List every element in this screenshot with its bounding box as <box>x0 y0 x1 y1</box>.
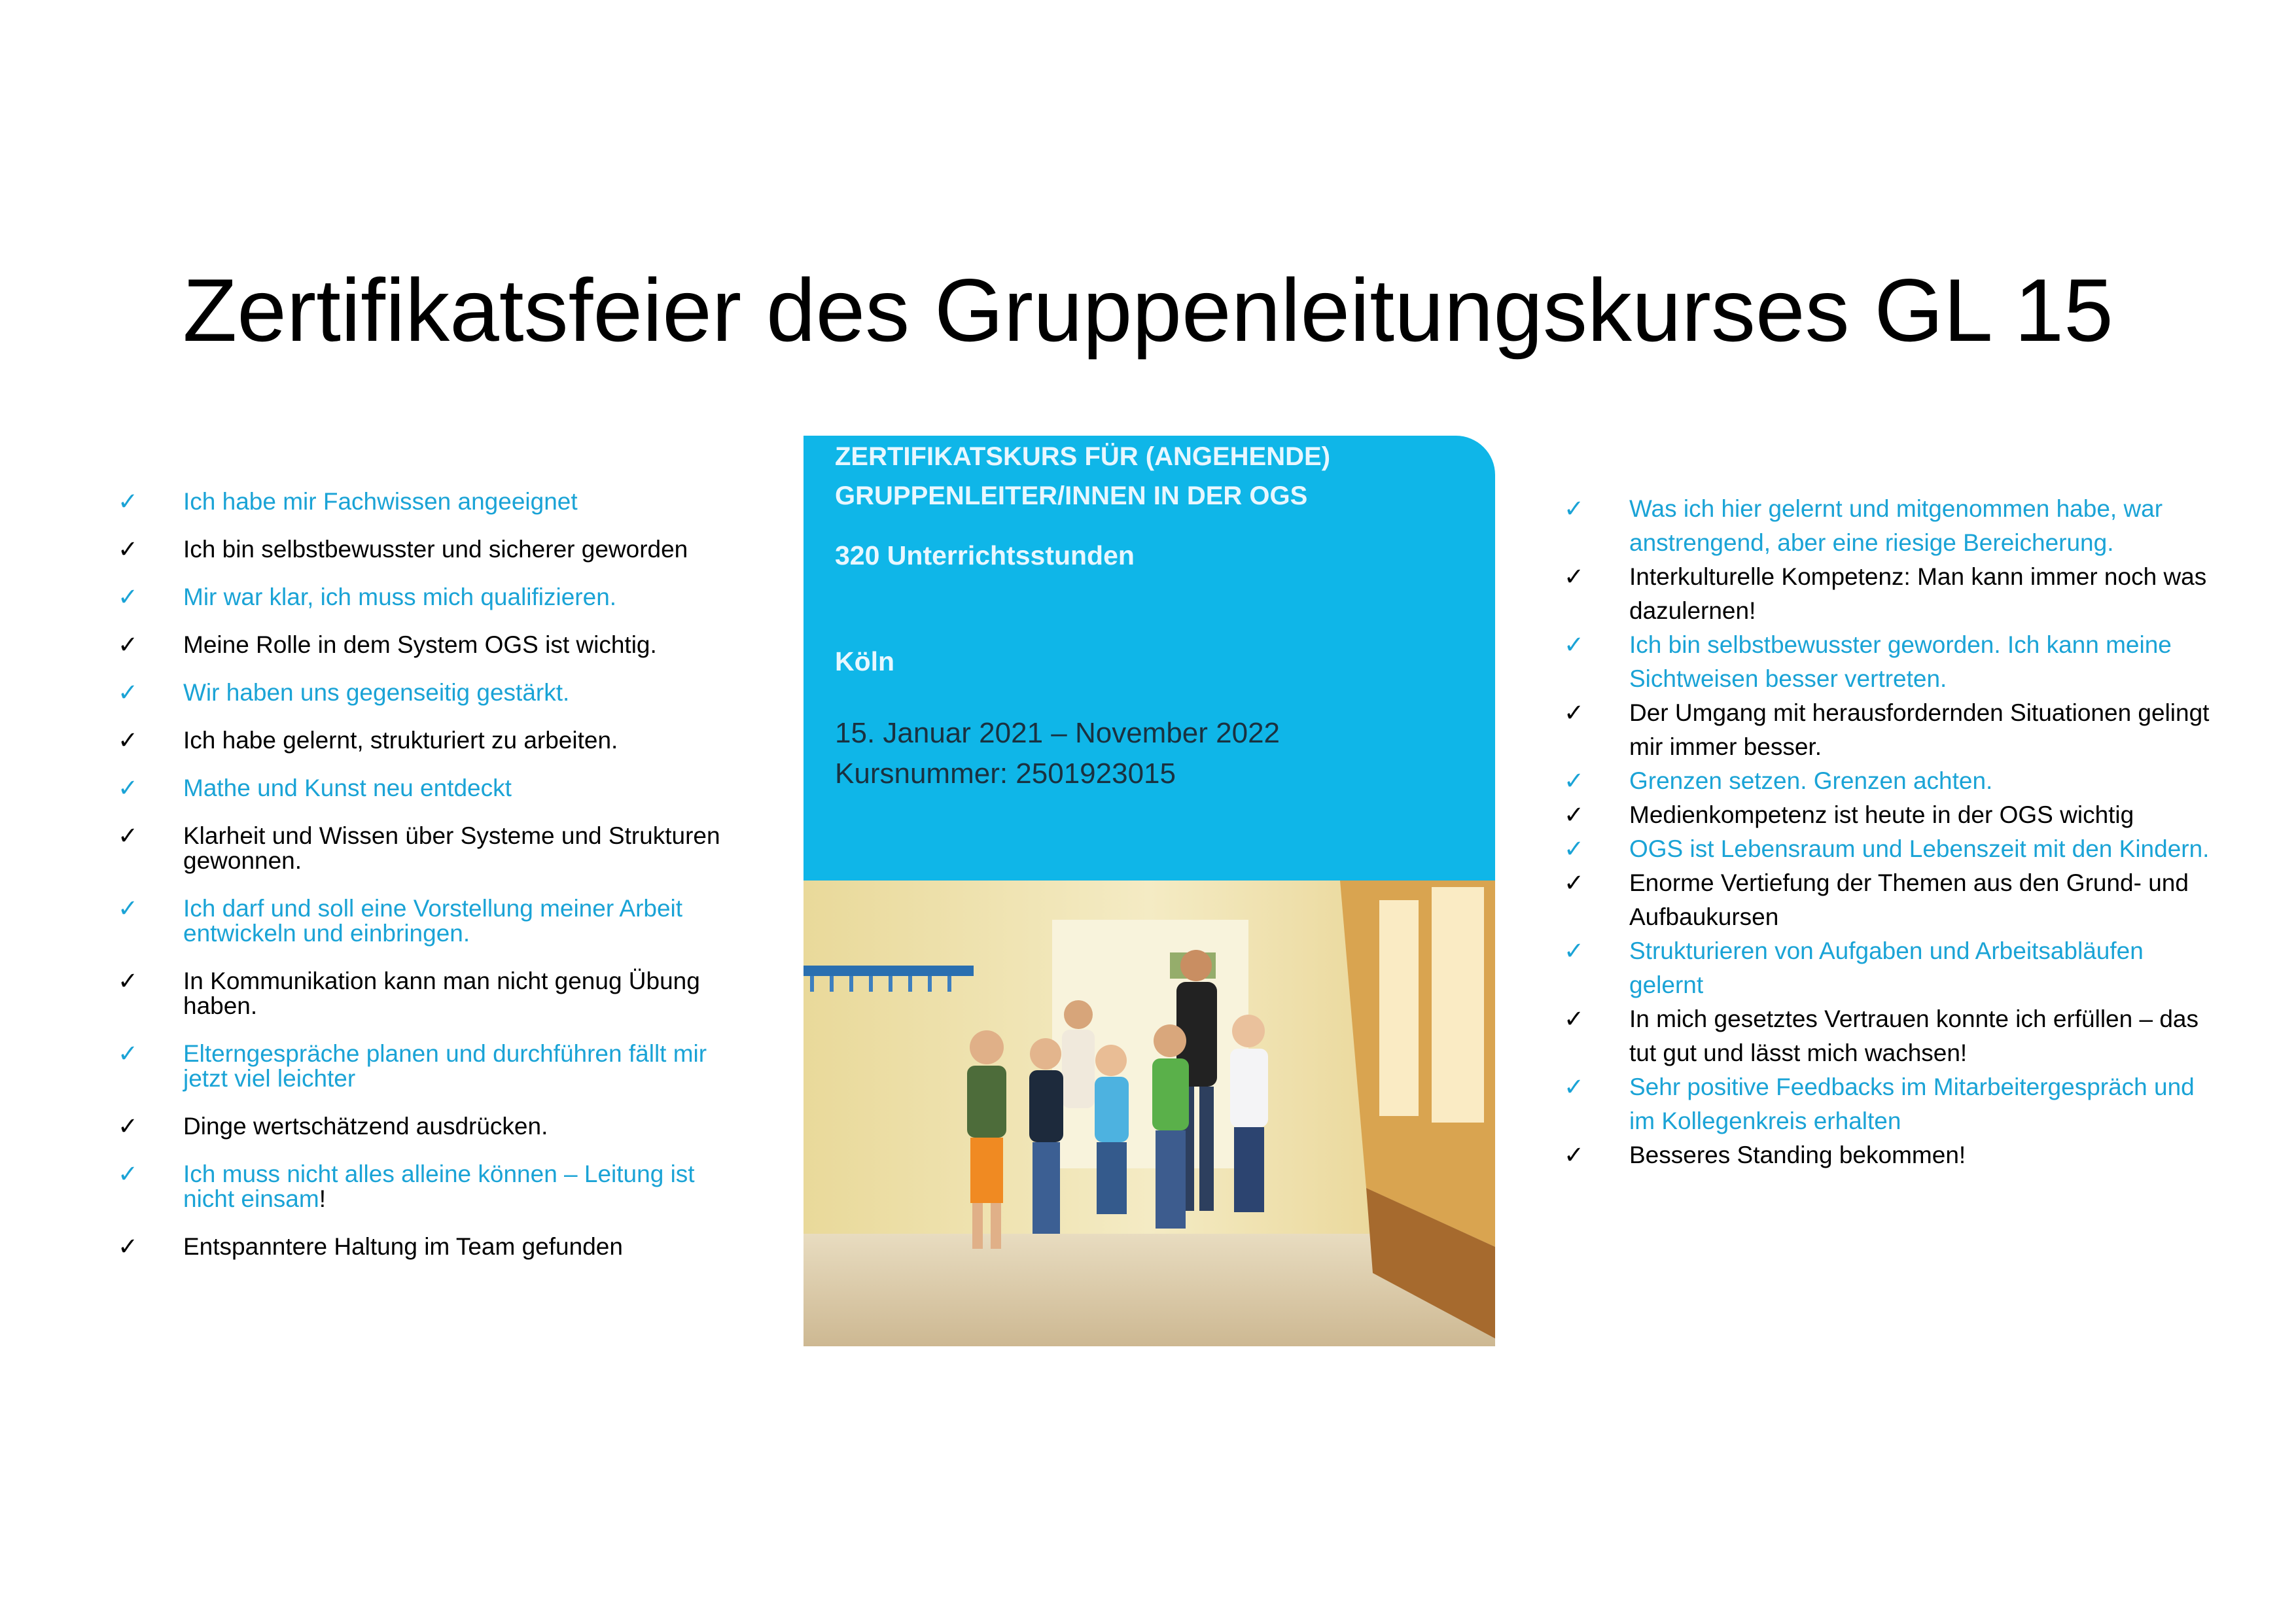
list-item-text: In Kommunikation kann man nicht genug Übung haben. <box>183 968 700 1019</box>
poster-heading-line-1: ZERTIFIKATSKURS FÜR (ANGEHENDE) <box>835 442 1331 471</box>
list-item <box>1564 1002 2218 1070</box>
list-item <box>118 633 726 657</box>
poster-heading <box>835 437 1330 515</box>
page-title: Zertifikatsfeier des Gruppenleitungskurses GL 15 <box>183 260 2113 360</box>
checkmark-icon: ✓ <box>118 968 139 994</box>
checkmark-icon: ✓ <box>1564 699 1585 726</box>
list-item-text: Interkulturelle Kompetenz: Man kann immer noch was dazulernen! <box>1629 563 2207 624</box>
list-item <box>118 537 726 562</box>
list-item <box>1564 798 2218 832</box>
list-item-text: Mir war klar, ich muss mich qualifizieren. <box>183 584 617 610</box>
list-item <box>118 585 726 610</box>
list-item-text: Ich habe gelernt, strukturiert zu arbeiten. <box>183 727 618 754</box>
list-item <box>118 1114 726 1139</box>
list-item <box>118 680 726 705</box>
list-item-text: Strukturieren von Aufgaben und Arbeitsabläufen gelernt <box>1629 937 2144 998</box>
list-item-suffix: ! <box>319 1185 326 1212</box>
list-item-text: Dinge wertschätzend ausdrücken. <box>183 1113 548 1140</box>
poster-course-number: Kursnummer: 2501923015 <box>835 758 1176 790</box>
checkmark-icon: ✓ <box>118 536 139 563</box>
checkmark-icon: ✓ <box>1564 1005 1585 1032</box>
checkmark-icon: ✓ <box>1564 801 1585 828</box>
checkmark-icon: ✓ <box>1564 495 1585 522</box>
checkmark-icon: ✓ <box>118 679 139 706</box>
poster-hours: 320 Unterrichtsstunden <box>835 540 1135 570</box>
checkmark-icon: ✓ <box>118 727 139 754</box>
list-item-text: Meine Rolle in dem System OGS ist wichtig. <box>183 631 657 658</box>
list-item-text: Wir haben uns gegenseitig gestärkt. <box>183 679 570 706</box>
checkmark-icon: ✓ <box>118 775 139 801</box>
list-item <box>118 969 726 1019</box>
checkmark-icon: ✓ <box>1564 835 1585 862</box>
list-item-text: Ich muss nicht alles alleine können – Leitung ist nicht einsam <box>183 1161 695 1212</box>
checkmark-icon: ✓ <box>1564 563 1585 590</box>
list-item-text: Entspanntere Haltung im Team gefunden <box>183 1233 623 1260</box>
checkmark-icon: ✓ <box>118 1040 139 1067</box>
checkmark-icon: ✓ <box>1564 767 1585 794</box>
list-item-text: In mich gesetztes Vertrauen konnte ich erfüllen – das tut gut und lässt mich wachsen! <box>1629 1005 2199 1066</box>
list-item-text: Besseres Standing bekommen! <box>1629 1142 1966 1168</box>
list-item-text: Medienkompetenz ist heute in der OGS wichtig <box>1629 801 2134 828</box>
list-item <box>118 489 726 514</box>
checkmark-icon: ✓ <box>118 1233 139 1260</box>
poster-heading-line-2: GRUPPENLEITER/INNEN IN DER OGS <box>835 481 1308 510</box>
checkmark-icon: ✓ <box>1564 631 1585 658</box>
checkmark-icon: ✓ <box>118 584 139 610</box>
list-item <box>118 728 726 753</box>
list-item-text: Ich bin selbstbewusster geworden. Ich kann meine Sichtweisen besser vertreten. <box>1629 631 2172 692</box>
list-item-text: Ich bin selbstbewusster und sicherer geworden <box>183 536 688 563</box>
list-item <box>118 824 726 873</box>
checkmark-icon: ✓ <box>118 488 139 515</box>
left-feedback-list <box>118 489 726 1282</box>
list-item-text: Klarheit und Wissen über Systeme und Strukturen gewonnen. <box>183 822 720 874</box>
checkmark-icon: ✓ <box>118 1161 139 1187</box>
list-item <box>118 776 726 801</box>
list-item-text: Ich darf und soll eine Vorstellung meiner Arbeit entwickeln und einbringen. <box>183 895 683 947</box>
list-item <box>1564 866 2218 934</box>
list-item-text: Enorme Vertiefung der Themen aus den Grund- und Aufbaukursen <box>1629 869 2189 930</box>
checkmark-icon: ✓ <box>1564 1073 1585 1100</box>
list-item-text: Was ich hier gelernt und mitgenommen habe, war anstrengend, aber eine riesige Bereicherung. <box>1629 495 2163 556</box>
list-item-text: Mathe und Kunst neu entdeckt <box>183 775 512 801</box>
list-item <box>1564 492 2218 560</box>
checkmark-icon: ✓ <box>118 895 139 922</box>
list-item <box>1564 934 2218 1002</box>
coat-rack <box>804 966 974 976</box>
school-hallway-photo <box>804 881 1495 1346</box>
list-item <box>118 1234 726 1259</box>
poster-dates: 15. Januar 2021 – November 2022 <box>835 717 1280 749</box>
list-item-text: Ich habe mir Fachwissen angeeignet <box>183 488 578 515</box>
list-item <box>1564 696 2218 764</box>
list-item <box>1564 628 2218 696</box>
list-item <box>118 1041 726 1091</box>
list-item-text: Grenzen setzen. Grenzen achten. <box>1629 767 1993 794</box>
checkmark-icon: ✓ <box>1564 1142 1585 1168</box>
checkmark-icon: ✓ <box>1564 937 1585 964</box>
list-item <box>1564 832 2218 866</box>
list-item <box>118 896 726 946</box>
list-item <box>1564 560 2218 628</box>
list-item <box>1564 1138 2218 1172</box>
list-item-text: Der Umgang mit herausfordernden Situationen gelingt mir immer besser. <box>1629 699 2210 760</box>
right-feedback-list <box>1564 492 2218 1172</box>
list-item <box>1564 1070 2218 1138</box>
poster-city: Köln <box>835 646 895 676</box>
list-item <box>1564 764 2218 798</box>
list-item-text: Elterngespräche planen und durchführen fällt mir jetzt viel leichter <box>183 1040 707 1092</box>
checkmark-icon: ✓ <box>118 822 139 849</box>
poster-info-panel <box>804 436 1495 881</box>
checkmark-icon: ✓ <box>118 1113 139 1140</box>
course-poster <box>804 436 1495 1346</box>
checkmark-icon: ✓ <box>118 631 139 658</box>
list-item-text: Sehr positive Feedbacks im Mitarbeitergespräch und im Kollegenkreis erhalten <box>1629 1073 2195 1134</box>
checkmark-icon: ✓ <box>1564 869 1585 896</box>
list-item <box>118 1162 726 1212</box>
list-item-text: OGS ist Lebensraum und Lebenszeit mit den Kindern. <box>1629 835 2210 862</box>
